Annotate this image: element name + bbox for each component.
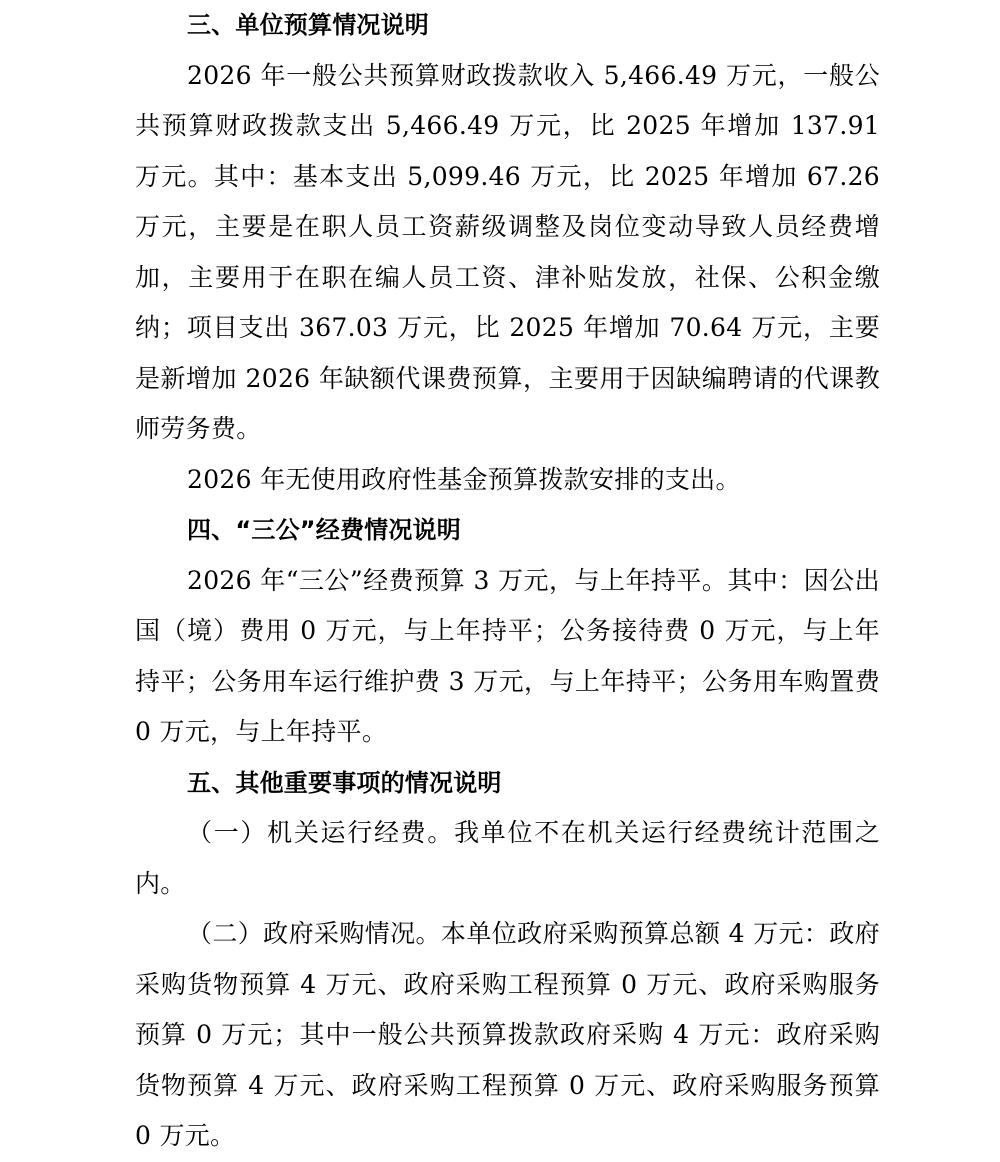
paragraph-three-public-expenses: 2026 年“三公”经费预算 3 万元，与上年持平。其中：因公出国（境）费用 0 万元，与上年持平；公务接待费 0 万元，与上年持平；公务用车运行维护费 3 万元，与上年持平；公务用车购置费 0 万元，与上年持平。 [135,565,880,746]
document-body [135,0,880,1162]
section-heading-other-matters: 五、其他重要事项的情况说明 [187,768,502,797]
section-heading-budget: 三、单位预算情况说明 [187,11,429,39]
paragraph-operating-expenses: （一）机关运行经费。我单位不在机关运行经费统计范围之内。 [135,818,880,898]
section-heading-three-public: 四、“三公”经费情况说明 [187,516,461,544]
paragraph-fund-budget: 2026 年无使用政府性基金预算拨款安排的支出。 [187,464,741,494]
paragraph-government-procurement: （二）政府采购情况。本单位政府采购预算总额 4 万元：政府采购货物预算 4 万元、政府采购工程预算 0 万元、政府采购服务预算 0 万元；其中一般公共预算拨款政府采购 4 万元：政府采购货物预算 4 万元、政府采购工程预算 0 万元、政府采购服务预算 0 万元。 [135,919,880,1150]
paragraph-budget-summary: 2026 年一般公共预算财政拨款收入 5,466.49 万元，一般公共预算财政拨款支出 5,466.49 万元，比 2025 年增加 137.91 万元。其中：基本支出 5,099.46 万元，比 2025 年增加 67.26 万元，主要是在职人员工资薪级调整及岗位变动导致人员经费增加，主要用于在职在编人员工资、津补贴发放，社保、公积金缴纳；项目支出 367.03 万元，比 2025 年增加 70.64 万元，主要是新增加 2026 年缺额代课费预算，主要用于因缺编聘请的代课教师劳务费。 [135,60,880,443]
